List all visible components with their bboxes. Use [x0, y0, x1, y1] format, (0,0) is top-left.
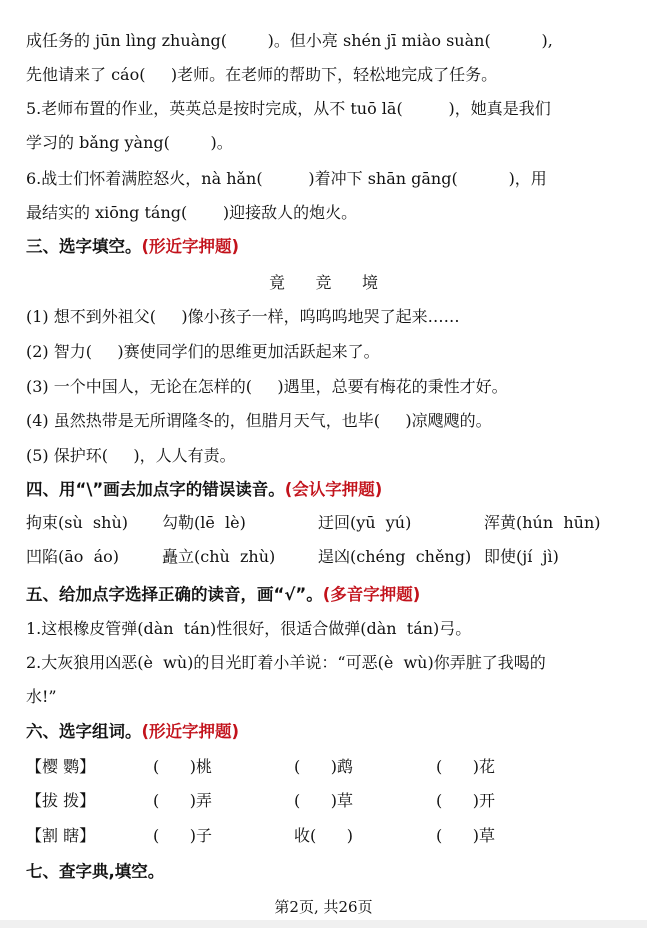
section-5-heading — [26, 584, 635, 606]
word-blank: ( )鹉 — [294, 757, 354, 776]
pinyin-word: 拘束(sù shù) — [26, 513, 128, 532]
pinyin-word: 迂回(yū yú) — [318, 513, 412, 532]
text-line-3: 5.老师布置的作业，英英总是按时完成，从不 tuō lā( )，她真是我们 — [26, 99, 551, 118]
section-6-heading — [26, 721, 635, 743]
word-blank: ( )草 — [436, 826, 496, 845]
word-pair: 【割 瞎】 — [26, 826, 96, 845]
text-line-1: 成任务的 jūn lìng zhuàng( )。但小亮 shén jī miào suàn( ), — [26, 31, 553, 50]
section-3-item-1: (1) 想不到外祖父( )像小孩子一样，呜呜呜地哭了起来…… — [26, 307, 460, 326]
text-line-2: 先他请来了 cáo( )老师。在老师的帮助下，轻松地完成了任务。 — [26, 65, 498, 84]
word-pair: 【拔 拨】 — [26, 791, 96, 810]
page-number: 第2页, 共26页 — [274, 898, 373, 916]
word-pair: 【樱 鹦】 — [26, 757, 96, 776]
section-3-item-4: (4) 虽然热带是无所谓隆冬的，但腊月天气，也毕( )凉飕飕的。 — [26, 411, 492, 430]
text-line-6: 最结实的 xiōng táng( )迎接敌人的炮火。 — [26, 203, 358, 222]
word-blank: ( )子 — [153, 826, 213, 845]
text-line-5: 6.战士们怀着满腔怒火，nà hǎn( )着冲下 shān gāng( )，用 — [26, 169, 547, 188]
word-blank: ( )花 — [436, 757, 496, 776]
pinyin-word: 即使(jí jì) — [484, 547, 559, 566]
footer-divider — [0, 920, 647, 928]
pinyin-word: 浑黄(hún hūn) — [484, 513, 601, 532]
section-7-title: 七、查字典,填空。 — [26, 862, 165, 881]
section-3-heading — [26, 236, 635, 258]
section-5-item-2b: 水!” — [26, 687, 57, 706]
text-line-4: 学习的 bǎng yàng( )。 — [26, 133, 233, 152]
section-5-item-1: 1.这根橡皮管弹(dàn tán)性很好，很适合做弹(dàn tán)弓。 — [26, 619, 472, 638]
pinyin-word: 勾勒(lē lè) — [162, 513, 246, 532]
word-blank: ( )弄 — [153, 791, 213, 810]
section-5-item-2a: 2.大灰狼用凶恶(è wù)的目光盯着小羊说：“可恶(è wù)你弄脏了我喝的 — [26, 653, 546, 672]
section-3-title: 三、选字填空。 — [26, 237, 142, 256]
section-5-title: 五、给加点字选择正确的读音，画“√”。 — [26, 585, 323, 604]
section-4-title: 四、用“\”画去加点字的错误读音。 — [26, 480, 285, 499]
section-3-tag: (形近字押题) — [141, 237, 240, 256]
word-blank: ( )桃 — [153, 757, 213, 776]
pinyin-word: 矗立(chù zhù) — [162, 547, 276, 566]
section-3-item-5: (5) 保护环( )，人人有责。 — [26, 446, 236, 465]
section-3-characters: 竟 竞 境 — [268, 273, 379, 292]
section-4-tag: (会认字押题) — [284, 480, 383, 499]
section-3-item-3: (3) 一个中国人，无论在怎样的( )遇里，总要有梅花的秉性才好。 — [26, 377, 508, 396]
section-5-tag: (多音字押题) — [322, 585, 421, 604]
pinyin-word: 凹陷(āo áo) — [26, 547, 120, 566]
word-blank: ( )开 — [436, 791, 496, 810]
section-6-tag: (形近字押题) — [141, 722, 240, 741]
word-blank: 收( ) — [294, 826, 354, 845]
section-6-title: 六、选字组词。 — [26, 722, 142, 741]
section-3-item-2: (2) 智力( )赛使同学们的思维更加活跃起来了。 — [26, 342, 380, 361]
word-blank: ( )草 — [294, 791, 354, 810]
pinyin-word: 逞凶(chéng chěng) — [318, 547, 472, 566]
section-4-heading — [26, 479, 635, 501]
